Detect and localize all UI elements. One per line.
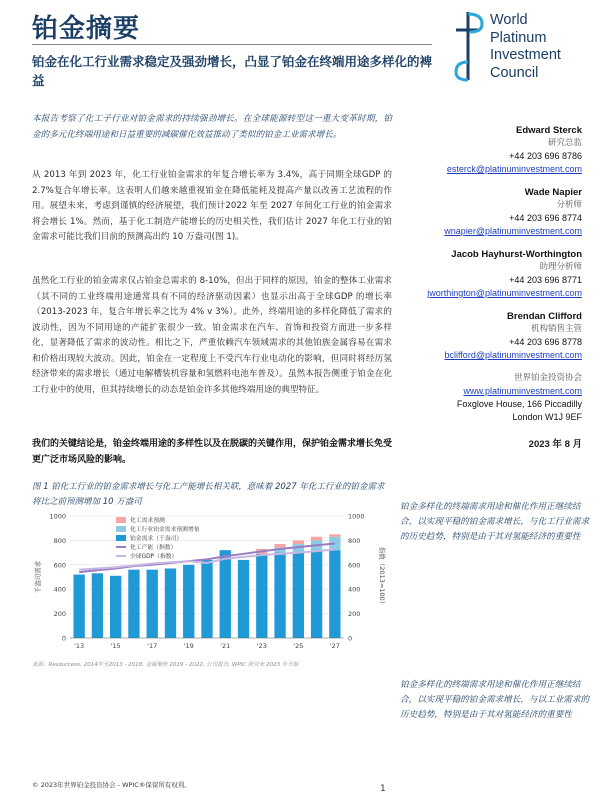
x-tick-label: '17 bbox=[147, 642, 158, 650]
logo-line: Council bbox=[490, 64, 539, 81]
x-tick-label: '19 bbox=[183, 642, 194, 650]
bar bbox=[110, 576, 121, 638]
intro-paragraph: 本报告考察了化工子行业对铂金需求的持续强劲增长。在全球能源转型这一重大变革时期，铂金的多元化终端用途和日益重要的减碳催化效益推动了类似的铂金工业需求增长。 bbox=[32, 114, 392, 140]
wpic-logo-icon bbox=[448, 8, 488, 84]
bar bbox=[165, 568, 176, 638]
demand-chart bbox=[32, 510, 392, 660]
y-tick-label: 400 bbox=[53, 585, 66, 594]
x-tick-label: '23 bbox=[256, 642, 267, 650]
bar bbox=[147, 570, 158, 638]
sidebar-note-2: 铂金多样化的终端需求用途和催化作用正继续结合，以实现平稳的铂金需求增长，与以工业需求的历史趋势，特别是由于其对氢能经济的重要性 bbox=[400, 680, 590, 720]
contact-card bbox=[382, 124, 582, 176]
y2-tick-label: 0 bbox=[348, 634, 353, 643]
contact-card bbox=[362, 248, 582, 300]
x-tick-label: '21 bbox=[220, 642, 231, 650]
contact-email-link[interactable]: esterck@platinuminvestment.com bbox=[446, 164, 582, 174]
legend-swatch bbox=[116, 526, 126, 532]
contact-phone: +44 203 696 8771 bbox=[509, 275, 582, 285]
bar bbox=[329, 550, 340, 638]
contact-email-link[interactable]: bclifford@platinuminvestment.com bbox=[444, 350, 582, 360]
contact-name: Brendan Clifford bbox=[507, 311, 582, 322]
contact-role: 分析师 bbox=[556, 200, 582, 210]
legend-label: 全球GDP（指数） bbox=[130, 554, 178, 560]
logo-line: World bbox=[490, 12, 528, 28]
contact-card bbox=[382, 310, 582, 362]
page-number: 1 bbox=[380, 784, 386, 794]
bar bbox=[92, 573, 103, 638]
bar bbox=[311, 537, 322, 541]
bar bbox=[201, 560, 212, 638]
address-line: London W1J 9EF bbox=[512, 412, 582, 422]
contact-card bbox=[382, 186, 582, 238]
legend-label: 化工行业铂金需求预测增量 bbox=[130, 527, 200, 533]
bar bbox=[274, 544, 285, 548]
contact-phone: +44 203 696 8778 bbox=[509, 337, 582, 347]
contact-name: Edward Sterck bbox=[516, 125, 582, 136]
y-tick-label: 0 bbox=[61, 634, 66, 643]
x-tick-label: '15 bbox=[110, 642, 121, 650]
bar bbox=[311, 551, 322, 638]
page-title: 铂金摘要 bbox=[32, 14, 141, 44]
y-tick-label: 600 bbox=[53, 561, 66, 570]
contact-role: 机构销售主管 bbox=[530, 324, 582, 334]
org-name: 世界铂金投资协会 bbox=[513, 373, 582, 383]
figure-caption: 图 1 铂化工行业的铂金需求增长与化工产能增长相关联，意味着 2027 年化工行业的铂金需求将比之前预测增加 10 万盎司 bbox=[32, 482, 385, 507]
legend-label: 化工产能（指数） bbox=[130, 545, 177, 551]
contact-phone: +44 203 696 8786 bbox=[509, 151, 582, 161]
body-paragraph-2: 虽然化工行业的铂金需求仅占铂金总需求的 8-10%，但出于同样的原因，铂金的整体工业需求（其不同的工业终端用途通常具有不同的经济驱动因素）也显示出高于全球GDP 的增长率（2013-2023 年，复合年增长率之比为 4% v 3%）。此外，终端用途的多样化降低了需求的波动性，因为不同用途的产能扩张很少一致。铂金需求在汽车、首饰和投资方面进一步多样化，显著降低了需求的波动性。相比之下，严重依赖汽车领域需求的其他铂族金属容易在需求和价格出现较大波动。因此，铂金在一定程度上不受汽车行业电动化的影响，但同时将经历氢经济带来的需求增长（通过电解槽装机容量和氢燃料电池车普及）。虽然本报告侧重于铂金在化工行业中的使用，但其持续增长的动态是铂金许多其他终端用途的典型特征。 bbox=[32, 276, 392, 395]
bar bbox=[256, 554, 267, 638]
contact-email-link[interactable]: wnapier@platinuminvestment.com bbox=[444, 226, 582, 236]
y2-tick-label: 1000 bbox=[348, 512, 365, 521]
figure-source: 来源：Resourcesx, 2014年至2013 - 2018, 金属聚焦 2019 - 2022, 公司报告, WPIC 研究未 2023 年开始 bbox=[32, 662, 299, 668]
bar bbox=[238, 560, 249, 638]
title-rule bbox=[32, 44, 432, 45]
key-conclusion: 我们的关键结论是，铂金终端用途的多样性以及在脱碳的关键作用，保护铂金需求增长免受更广泛市场风险的影响。 bbox=[32, 439, 393, 465]
contact-name: Jacob Hayhurst-Worthington bbox=[451, 249, 582, 260]
bar bbox=[73, 575, 84, 638]
bar bbox=[183, 565, 194, 638]
contact-name: Wade Napier bbox=[524, 187, 582, 198]
y2-tick-label: 800 bbox=[348, 536, 361, 545]
bar bbox=[220, 550, 231, 638]
sidebar-note: 铂金多样化的终端需求用途和催化作用正继续结合，以实现平稳的铂金需求增长，与化工行业需求的历史趋势，特别是由于其对氢能经济的重要性 bbox=[400, 502, 590, 542]
legend-swatch bbox=[116, 517, 126, 523]
body-paragraph-1: 从 2013 年到 2023 年，化工行业铂金需求的年复合增长率为 3.4%，高于同期全球GDP 的 2.7%复合年增长率。这表明人们越来越重视铂金在降低能耗及提高产量以改善工艺流程的作用。展望未来，考虑到谨慎的经济展望，我们预计2022 年至 2027 年间化工行业的铂金需求将会增长 1%。然而，基于化工制造产能增长的历史相关性，我们估计 2027 年化工行业的铂金需求可能比我们目前的预测高出约 10 万盎司(图 1)。 bbox=[32, 170, 392, 242]
legend-label: 化工需求预测 bbox=[130, 518, 165, 524]
y-axis-label: 千盎司需求 bbox=[34, 560, 42, 594]
wpic-logo bbox=[448, 8, 588, 84]
bar bbox=[274, 553, 285, 638]
page-subtitle: 铂金在化工行业需求稳定及强劲增长，凸显了铂金在终端用途多样化的裨益 bbox=[32, 54, 433, 88]
contact-role: 助理分析师 bbox=[539, 262, 582, 272]
y2-tick-label: 600 bbox=[348, 561, 361, 570]
y2-tick-label: 200 bbox=[348, 610, 361, 619]
bar bbox=[293, 553, 304, 638]
legend-swatch bbox=[116, 535, 126, 541]
bar bbox=[128, 570, 139, 638]
x-tick-label: '25 bbox=[293, 642, 304, 650]
bar bbox=[293, 540, 304, 544]
y-tick-label: 1000 bbox=[49, 512, 66, 521]
website-link[interactable]: www.platinuminvestment.com bbox=[463, 386, 582, 396]
logo-line: Platinum bbox=[490, 29, 547, 46]
logo-line: Investment bbox=[490, 47, 561, 63]
org-address bbox=[382, 372, 582, 424]
x-tick-label: '27 bbox=[329, 642, 340, 650]
y-tick-label: 800 bbox=[53, 536, 66, 545]
wpic-logo-text bbox=[490, 12, 561, 82]
address-line: Foxglove House, 166 Piccadilly bbox=[456, 399, 582, 409]
report-date: 2023 年 8 月 bbox=[528, 439, 582, 450]
y2-tick-label: 400 bbox=[348, 585, 361, 594]
x-tick-label: '13 bbox=[74, 642, 85, 650]
contact-role: 研究总监 bbox=[547, 138, 582, 148]
bar bbox=[329, 534, 340, 536]
y2-axis-label: 指数（2013=100） bbox=[378, 546, 386, 608]
contact-phone: +44 203 696 8774 bbox=[509, 213, 582, 223]
legend-label: 铂金需求（千盎司） bbox=[130, 536, 183, 542]
y-tick-label: 200 bbox=[53, 610, 66, 619]
contact-email-link[interactable]: jworthington@platinuminvestment.com bbox=[427, 288, 582, 298]
footer-copyright: © 2023年世界铂金投资协会 - WPIC®保留所有权利。 bbox=[32, 781, 191, 789]
